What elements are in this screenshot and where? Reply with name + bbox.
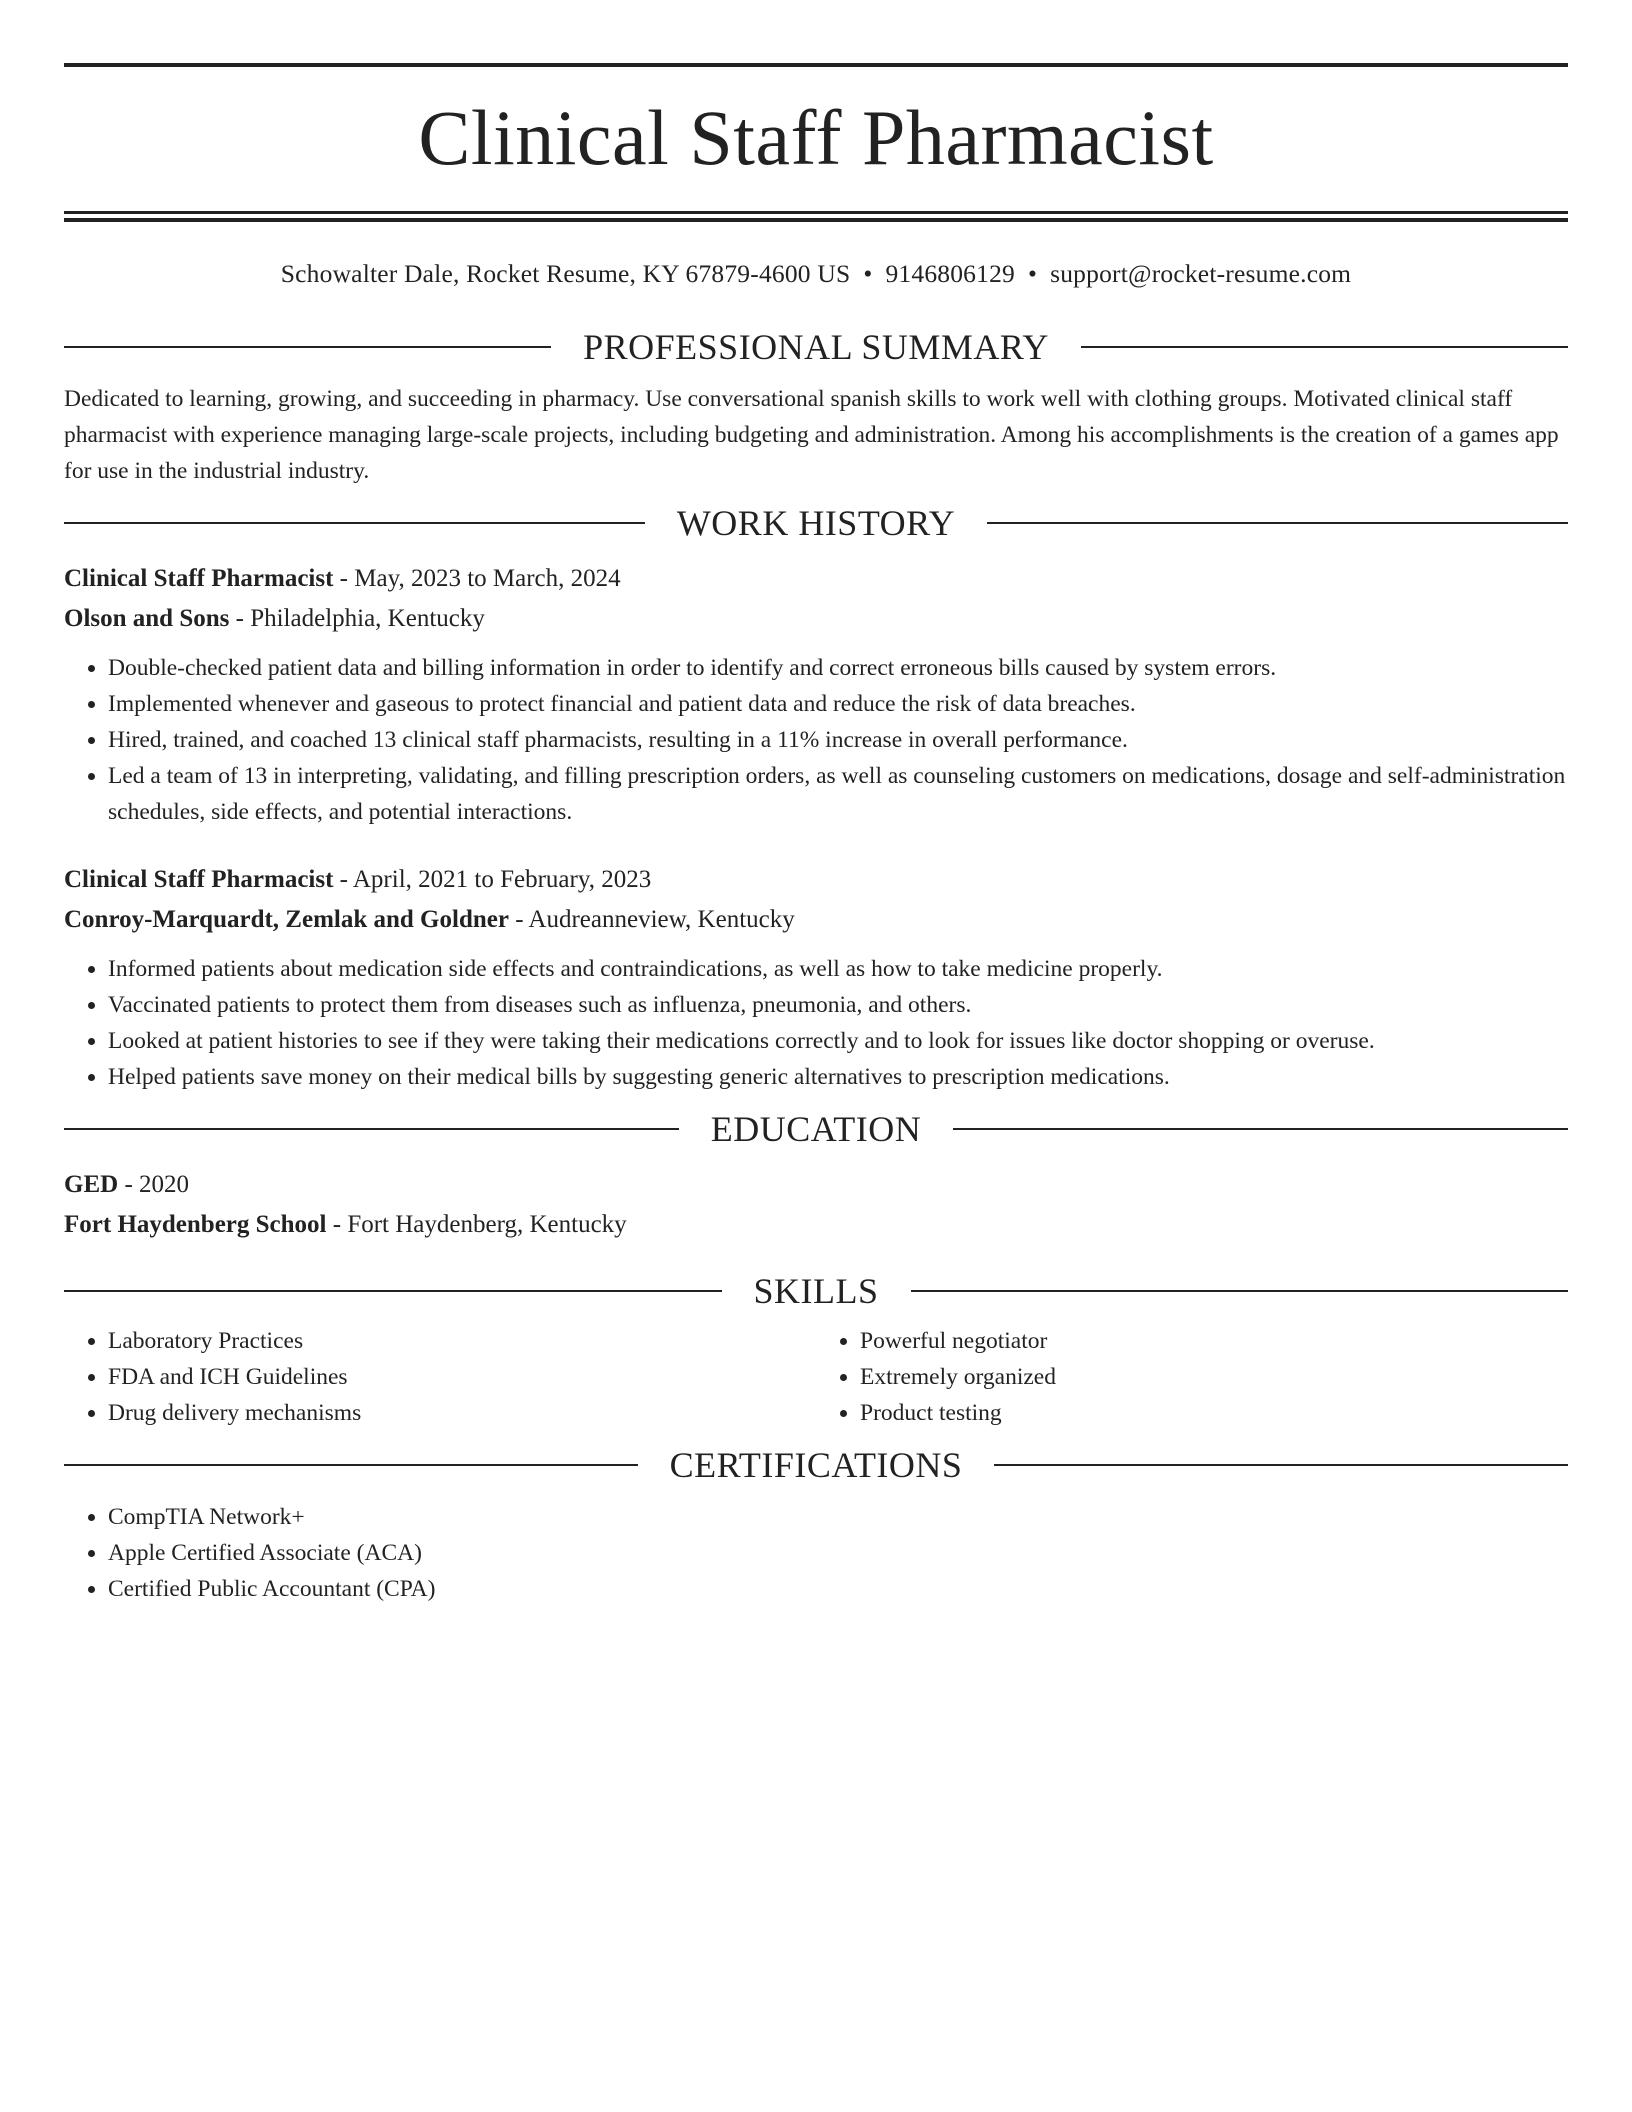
certification-item: • CompTIA Network+ (108, 1499, 1568, 1535)
heading-rule-left (64, 346, 551, 348)
heading-rule-right (953, 1128, 1568, 1130)
education-degree-line: GED - 2020 (64, 1171, 190, 1198)
education-heading: EDUCATION (710, 1109, 922, 1149)
job-bullet: • Implemented whenever and gaseous to protect financial and patient data and reduce the risk of data breaches. (108, 686, 1568, 722)
summary-section-heading (64, 325, 1568, 369)
skills-section-heading (64, 1269, 1568, 1313)
education-year: 2020 (139, 1171, 190, 1198)
skills-bullets (64, 1323, 816, 1431)
job-bullet: • Vaccinated patients to protect them from diseases such as influenza, pneumonia, and others. (108, 987, 1568, 1023)
contact-email: support@rocket-resume.com (1050, 259, 1352, 288)
job-company-line: Olson and Sons - Philadelphia, Kentucky (64, 605, 485, 632)
work-heading: WORK HISTORY (676, 503, 956, 543)
contact-separator: • (1027, 259, 1038, 288)
heading-rule-left (64, 522, 645, 524)
skills-column-right (816, 1323, 1568, 1431)
certifications-heading: CERTIFICATIONS (669, 1445, 963, 1485)
job-entry (64, 860, 1568, 1095)
certification-item: • Apple Certified Associate (ACA) (108, 1535, 1568, 1571)
skill-item: • Drug delivery mechanisms (108, 1395, 816, 1431)
title-double-rule (64, 211, 1568, 222)
skill-item: • Extremely organized (860, 1359, 1568, 1395)
job-bullets (64, 951, 1568, 1095)
contact-separator: • (863, 259, 873, 288)
job-bullets (64, 650, 1568, 830)
heading-rule-left (64, 1464, 638, 1466)
job-bullet: • Hired, trained, and coached 13 clinical staff pharmacists, resulting in a 11% increase in overall performance. (108, 722, 1568, 758)
education-location: Fort Haydenberg, Kentucky (347, 1211, 627, 1238)
contact-address: Schowalter Dale, Rocket Resume, KY 67879-4600 US (280, 259, 851, 288)
job-title: Clinical Staff Pharmacist (64, 866, 334, 893)
contact-line (64, 257, 1568, 291)
skills-bullets (816, 1323, 1568, 1431)
education-section-heading (64, 1107, 1568, 1151)
job-title-line: Clinical Staff Pharmacist - April, 2021 to February, 2023 (64, 866, 652, 893)
job-title: Clinical Staff Pharmacist (64, 565, 334, 592)
skill-item: • Powerful negotiator (860, 1323, 1568, 1359)
job-location: Audreanneview, Kentucky (528, 906, 795, 933)
heading-rule-right (994, 1464, 1568, 1466)
job-company-line: Conroy-Marquardt, Zemlak and Goldner - Audreanneview, Kentucky (64, 906, 795, 933)
job-company: Conroy-Marquardt, Zemlak and Goldner (64, 906, 509, 933)
skills-column-left (64, 1323, 816, 1431)
work-section-heading (64, 501, 1568, 545)
education-entry (64, 1165, 1568, 1245)
skills-heading: SKILLS (753, 1271, 879, 1311)
heading-rule-right (911, 1290, 1569, 1292)
job-location: Philadelphia, Kentucky (250, 605, 485, 632)
top-rule (64, 63, 1568, 67)
contact-phone: 9146806129 (885, 259, 1015, 288)
skill-item: • Product testing (860, 1395, 1568, 1431)
heading-rule-right (1081, 346, 1568, 348)
job-bullet: • Helped patients save money on their medical bills by suggesting generic alternatives to prescription medications. (108, 1059, 1568, 1095)
skill-item: • FDA and ICH Guidelines (108, 1359, 816, 1395)
certifications-section-heading (64, 1443, 1568, 1487)
job-title-line: Clinical Staff Pharmacist - May, 2023 to March, 2024 (64, 565, 621, 592)
skill-item: • Laboratory Practices (108, 1323, 816, 1359)
page-title: Clinical Staff Pharmacist (418, 94, 1214, 181)
skills-list (64, 1323, 1568, 1431)
heading-rule-left (64, 1128, 679, 1130)
job-bullet: • Led a team of 13 in interpreting, validating, and filling prescription orders, as well as counseling customers on medications, dosage and self-administration schedules, side effects, and potential interactions. (108, 758, 1568, 830)
job-bullet: • Double-checked patient data and billing information in order to identify and correct erroneous bills caused by system errors. (108, 650, 1568, 686)
job-entry (64, 559, 1568, 830)
heading-rule-left (64, 1290, 722, 1292)
summary-text: Dedicated to learning, growing, and succeeding in pharmacy. Use conversational spanish skills to work well with clothing groups. Motivated clinical staff pharmacist with experience managing large-scale projects, including budgeting and administration. Among his accomplishments is the creation of a games app for use in the industrial industry. (64, 386, 1559, 484)
education-degree: GED (64, 1171, 119, 1198)
job-dates: May, 2023 to March, 2024 (354, 565, 621, 592)
education-school-line: Fort Haydenberg School - Fort Haydenberg, Kentucky (64, 1211, 627, 1238)
job-bullet: • Looked at patient histories to see if they were taking their medications correctly and to look for issues like doctor shopping or overuse. (108, 1023, 1568, 1059)
summary-heading: PROFESSIONAL SUMMARY (583, 327, 1049, 367)
certifications-list (64, 1499, 1568, 1607)
education-school: Fort Haydenberg School (64, 1211, 327, 1238)
heading-rule-right (987, 522, 1568, 524)
certification-item: • Certified Public Accountant (CPA) (108, 1571, 1568, 1607)
job-bullet: • Informed patients about medication side effects and contraindications, as well as how to take medicine properly. (108, 951, 1568, 987)
job-dates: April, 2021 to February, 2023 (352, 866, 652, 893)
job-company: Olson and Sons (64, 605, 230, 632)
